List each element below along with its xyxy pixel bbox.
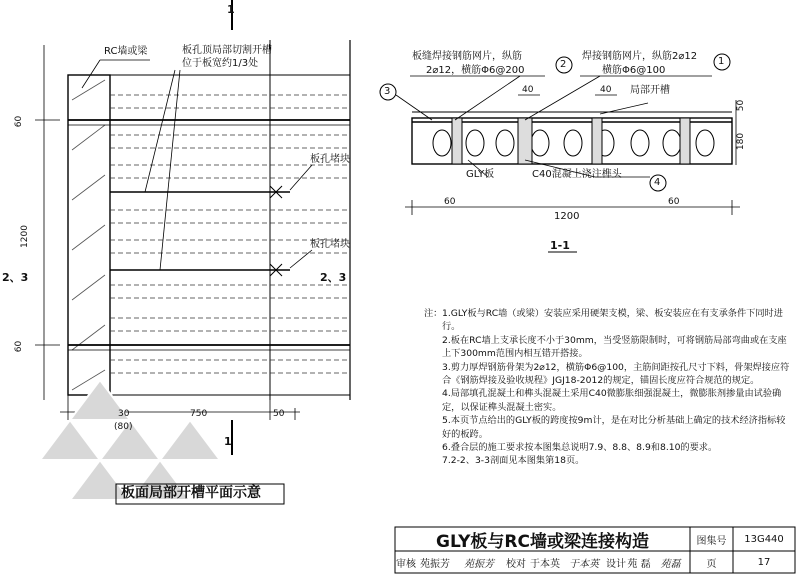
tag-3: 3 — [384, 86, 391, 97]
section-caption: 1-1 — [550, 239, 570, 252]
tag-2: 2 — [560, 59, 567, 70]
reviewer-name: 苑振芳 — [420, 558, 450, 570]
atlas-label: 图集号 — [696, 535, 727, 547]
section-mark-bottom: 1 — [224, 435, 232, 448]
note-item: 1.GLY板与RC墙（或梁）安装应采用硬架支模，梁、板安装应在有支承条件下同时进行。 — [442, 308, 783, 333]
concrete-tenon-label: C40混凝土浇注榫头 — [532, 169, 622, 180]
dim-60-bottom: 60 — [14, 340, 25, 353]
notes-list — [424, 307, 792, 468]
notes-label: 注： — [424, 308, 443, 319]
plug-label-1: 板孔堵块 — [310, 154, 350, 165]
dim-60-right-section: 60 — [668, 197, 680, 207]
note-item: 6.叠合层的施工要求按本图集总说明7.9、8.8、8.9和8.10的要求。 — [442, 442, 718, 454]
dim-50-plan: 50 — [273, 409, 285, 419]
watermark-pattern — [40, 380, 220, 500]
slot-note-line2: 位于板宽约1/3处 — [182, 58, 259, 69]
callout-right-line1: 焊接钢筋网片，纵筋2⌀12 — [582, 51, 698, 62]
tag-4: 4 — [654, 177, 661, 188]
local-slot-label: 局部开槽 — [630, 85, 670, 96]
dim-30: 30 — [118, 409, 130, 419]
notes-block — [424, 307, 792, 468]
checker-name: 于本英 — [530, 558, 560, 570]
note-item: 4.局部填孔混凝土和榫头混凝土采用C40微膨胀细强混凝土，微膨胀剂掺量由试验确定，以保证榫头混凝土密实。 — [442, 388, 782, 413]
note-item: 5.本页节点给出的GLY板的跨度按9m计，是在对比分析基础上确定的技术经济指标较好的板跨。 — [442, 415, 786, 440]
reviewer-signature: 苑振芳 — [464, 558, 494, 570]
check-label: 校对 — [506, 558, 526, 570]
tag-1: 1 — [718, 56, 725, 67]
plan-caption: 板面局部开槽平面示意 — [121, 485, 261, 501]
page-number: 17 — [757, 556, 771, 568]
dim-80: (80) — [114, 422, 133, 432]
page-label: 页 — [706, 558, 717, 570]
note-item: 7.2-2、3-3剖面见本图集第18页。 — [442, 455, 585, 467]
dim-40-right: 40 — [600, 85, 612, 95]
designer-signature: 苑磊 — [660, 558, 681, 570]
dim-50-section: 50 — [736, 99, 747, 112]
dim-180-section: 180 — [736, 132, 747, 151]
callout-right-line2: 横筋Φ6@100 — [602, 65, 666, 76]
atlas-number: 13G440 — [744, 533, 784, 545]
designer-name: 苑 磊 — [627, 558, 651, 570]
slot-note-line1: 板孔顶局部切割开槽 — [182, 45, 272, 56]
callout-left-line2: 2⌀12，横筋Φ6@200 — [426, 65, 525, 76]
dim-40-left: 40 — [522, 85, 534, 95]
dim-750: 750 — [190, 409, 208, 419]
section-ref-right: 2、3 — [320, 271, 347, 284]
drawing-title: GLY板与RC墙或梁连接构造 — [435, 531, 649, 552]
note-item: 2.板在RC墙上支承长度不小于30mm，当受竖筋限制时，可将钢筋局部弯曲或在支座上下300mm范围内相互错开搭接。 — [442, 334, 787, 360]
dim-1200-plan: 1200 — [19, 225, 30, 248]
section-mark-top: 1 — [227, 3, 235, 16]
callout-left-line1: 板缝焊接钢筋网片，纵筋 — [412, 51, 522, 62]
dim-60-left-section: 60 — [444, 197, 456, 207]
design-label: 设计 — [606, 558, 626, 570]
dim-1200-section: 1200 — [554, 211, 580, 222]
note-item: 3.剪力厚焊钢筋骨架为2⌀12，横筋Φ6@100，主筋间距按孔尺寸下料，骨架焊接应符合《钢筋焊接及验收规程》JGJ18-2012的规定，锚固长度应符合规范的规定。 — [442, 361, 790, 387]
checker-signature: 于本英 — [569, 558, 599, 570]
section-ref-left: 2、3 — [2, 271, 29, 284]
gly-slab-label: GLY板 — [466, 169, 495, 180]
rc-wall-band — [68, 75, 110, 395]
plan-leaders — [82, 60, 312, 270]
section-1-1-slab — [412, 112, 732, 164]
review-label: 审核 — [396, 558, 416, 570]
title-block — [395, 527, 795, 573]
plug-label-2: 板孔堵块 — [310, 239, 350, 250]
dim-60-top: 60 — [14, 115, 25, 128]
rc-wall-label: RC墙或梁 — [104, 46, 148, 57]
